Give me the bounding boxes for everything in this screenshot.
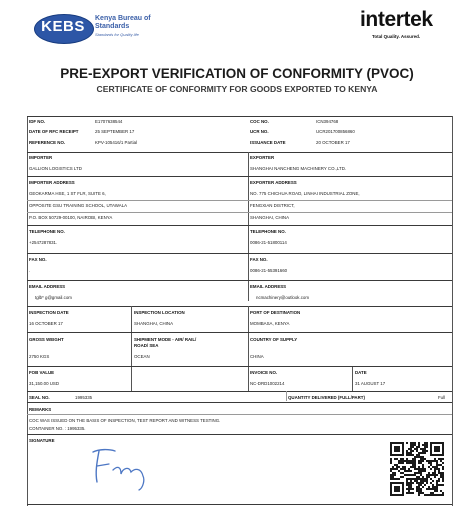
column-divider-4 <box>352 366 353 391</box>
reference-value: KPV-105416/1 Partial <box>95 140 137 145</box>
qr-code <box>390 442 444 496</box>
importer-fax-value: . <box>29 268 31 273</box>
rule-phone <box>27 225 452 226</box>
exporter-address-line: FENGXIAN DISTRICT, <box>250 203 295 208</box>
exporter-address-line: SHANGHAI, CHINA <box>250 215 290 220</box>
rule-fob <box>27 366 452 367</box>
importer-address-line: P.O. BOX 50729-00100, NAIROBI, KENYA <box>29 215 113 220</box>
rule-weight <box>27 332 452 333</box>
fob-label: FOB VALUE <box>29 370 55 375</box>
rule-email <box>27 280 452 281</box>
intertek-logo: intertek <box>360 8 433 31</box>
kebs-logo-text: KEBS <box>41 18 85 35</box>
kebs-org-line1: Kenya Bureau of <box>95 15 151 22</box>
exporter-email-value: ncmachinery@outlook.com <box>256 295 310 300</box>
rule-remarks <box>27 402 452 403</box>
coc-value: ICN394768 <box>316 119 339 124</box>
idf-label: IDF NO. <box>29 119 46 124</box>
inspection-date-label: INSPECTION DATE <box>29 310 69 315</box>
importer-email-value: tglb* g@gmail.com <box>35 295 72 300</box>
kebs-org-line2: Standards <box>95 23 130 30</box>
exporter-email-label: EMAIL ADDRESS <box>250 284 287 289</box>
coc-label: COC NO. <box>250 119 269 124</box>
ucr-label: UCR NO. <box>250 129 269 134</box>
document-subtitle: CERTIFICATE OF CONFORMITY FOR GOODS EXPORTED TO KENYA <box>96 84 378 94</box>
remarks-rule <box>27 414 452 415</box>
rule-inspection <box>27 306 452 307</box>
address-rule <box>248 212 452 213</box>
remarks-line: CONTAINER NO. : 1995335. <box>29 426 86 431</box>
quantity-delivered-label: QUANTITY DELIVERED (FULL/PART) <box>288 395 365 400</box>
handwritten-signature <box>85 444 160 494</box>
column-divider-2 <box>131 306 132 391</box>
intertek-tagline: Total Quality. Assured. <box>372 34 421 39</box>
rule-top <box>27 116 452 117</box>
kebs-org-name <box>95 15 151 31</box>
column-divider <box>248 152 249 301</box>
invoice-value: NC-DRD1002214 <box>250 381 285 386</box>
rule-address <box>27 176 452 177</box>
column-divider-3 <box>248 306 249 391</box>
importer-email-label: EMAIL ADDRESS <box>29 284 66 289</box>
seal-label: SEAL NO. <box>29 395 50 400</box>
idf-value: E1707638544 <box>95 119 123 124</box>
exporter-address-label: EXPORTER ADDRESS <box>250 180 297 185</box>
fob-value: 31,150.00 USD <box>29 381 60 386</box>
seal-value: 1995335 <box>75 395 93 400</box>
exporter-phone-value: 0086-21-51800114 <box>250 240 287 245</box>
exporter-label: EXPORTER <box>250 155 275 160</box>
invoice-date-label: DATE <box>355 370 367 375</box>
remarks-line: COC WAS ISSUED ON THE BASIS OF INSPECTION, TEST REPORT AND WITNESS TESTING. <box>29 418 221 423</box>
seal-divider <box>286 391 287 401</box>
country-of-supply-label: COUNTRY OF SUPPLY <box>250 337 298 342</box>
importer-phone-label: TELEPHONE NO. <box>29 229 65 234</box>
exporter-phone-label: TELEPHONE NO. <box>250 229 286 234</box>
signature-label: SIGNATURE <box>29 438 55 443</box>
importer-address-label: IMPORTER ADDRESS <box>29 180 75 185</box>
invoice-date-value: 31 AUGUST 17 <box>355 381 386 386</box>
exporter-address-line: NO. 775 CHICHUA ROAD, LINHAI INDUSTRIAL ZONE, <box>250 191 360 196</box>
port-value: MOMBASA, KENYA <box>250 321 290 326</box>
importer-value: GALLION LOGISTICS LTD <box>29 166 82 171</box>
address-rule <box>27 212 248 213</box>
importer-phone-value: +2547287831. <box>29 240 58 245</box>
address-rule <box>248 200 452 201</box>
frame-left <box>27 116 31 506</box>
invoice-label: INVOICE NO. <box>250 370 278 375</box>
shipment-mode-label-line1: SHIPMENT MODE - AIR/ RAIL/ <box>134 337 197 342</box>
importer-address-line: GEOKARMA HSE, 1 ST FLR, SUITE 6, <box>29 191 106 196</box>
importer-label: IMPORTER <box>29 155 53 160</box>
importer-address-line: OPPOSITE GSU TRAINING SCHOOL, UTAWALA <box>29 203 128 208</box>
shipment-mode-label-line2: ROAD/ SEA <box>134 343 159 348</box>
inspection-location-value: SHANGHAI, CHINA <box>134 321 174 326</box>
shipment-mode-value: OCEAN <box>134 354 150 359</box>
kebs-tagline: Standards for Quality life <box>95 32 139 37</box>
inspection-location-label: INSPECTION LOCATION <box>134 310 185 315</box>
reference-label: REFERENCE NO. <box>29 140 66 145</box>
gross-weight-value: 2750 KGS <box>29 354 50 359</box>
rule-fax <box>27 253 452 254</box>
document-title: PRE-EXPORT VERIFICATION OF CONFORMITY (PVOC) <box>60 66 414 81</box>
exporter-fax-value: 0086-21-55391660 <box>250 268 288 273</box>
importer-fax-label: FAX NO. <box>29 257 47 262</box>
rfc-date-label: DATE OF RFC RECEIPT <box>29 129 79 134</box>
rule-importer <box>27 152 452 153</box>
gross-weight-label: GROSS WEIGHT <box>29 337 64 342</box>
rule-signature <box>27 434 452 435</box>
rule-seal <box>27 391 452 392</box>
port-label: PORT OF DESTINATION <box>250 310 301 315</box>
address-rule <box>27 200 248 201</box>
issuance-label: ISSUANCE DATE <box>250 140 286 145</box>
inspection-date-value: 16 OCTOBER 17 <box>29 321 63 326</box>
issuance-value: 20 OCTOBER 17 <box>316 140 350 145</box>
exporter-value: SHANGHAI NANCHENG MACHINERY CO.,LTD. <box>250 166 347 171</box>
quantity-delivered-value: Full <box>438 395 446 400</box>
exporter-fax-label: FAX NO. <box>250 257 268 262</box>
ucr-value: UCR201700856860 <box>316 129 355 134</box>
country-of-supply-value: CHINA <box>250 354 264 359</box>
rfc-date-value: 25 SEPTEMBER 17 <box>95 129 135 134</box>
remarks-label: REMARKS <box>29 407 52 412</box>
frame-right <box>452 116 453 506</box>
